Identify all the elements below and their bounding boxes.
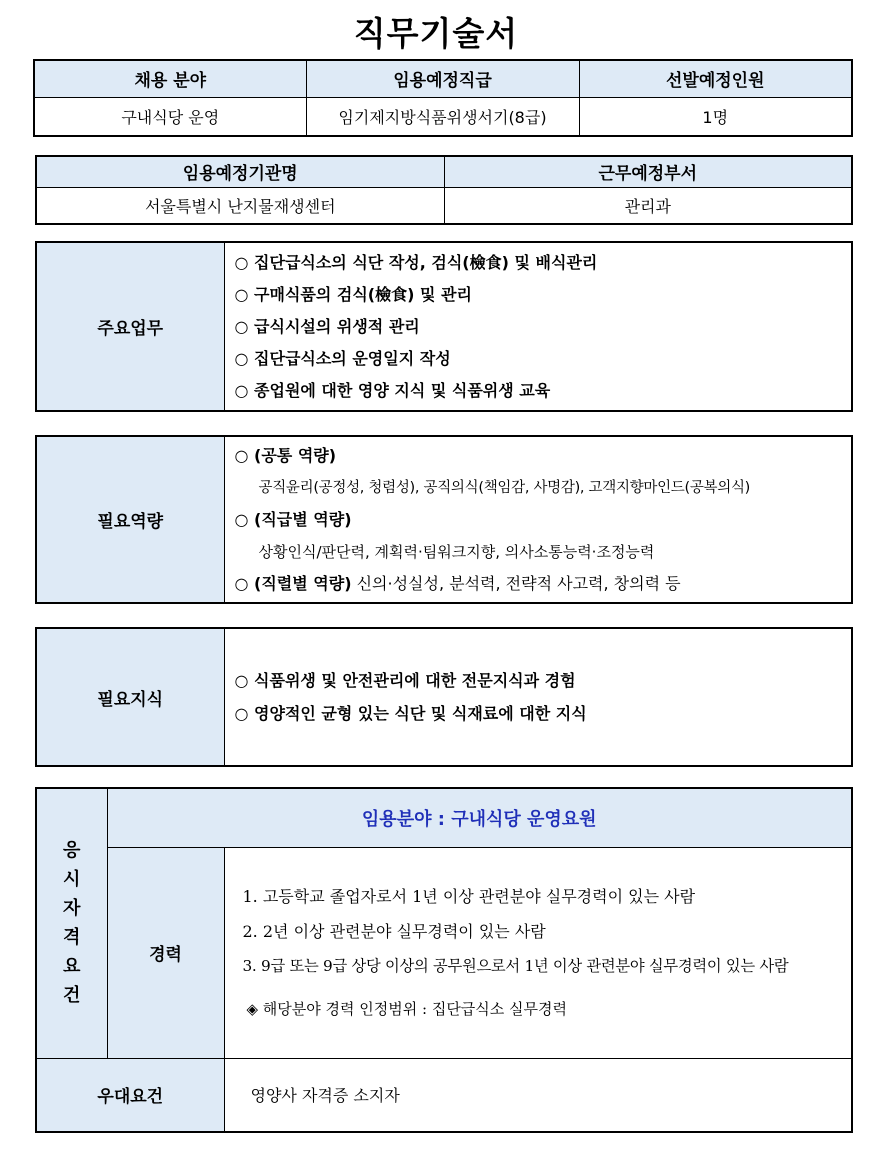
common-competency-detail: 공직윤리(공정성, 청렴성), 공직의식(책임감, 사명감), 고객지향마인드(공복의식) (258, 479, 751, 496)
grade-competency-title: ○ (직급별 역량) (234, 509, 352, 529)
document-title: 직무기술서 (353, 14, 519, 53)
competency-content (224, 436, 852, 603)
duties-content (224, 242, 852, 411)
knowledge-item: ○ 식품위생 및 안전관리에 대한 전문지식과 경험 (234, 671, 576, 690)
preference-value: 영양사 자격증 소지자 (224, 1058, 852, 1132)
series-competency-title: ○ (직렬별 역량) (234, 573, 352, 593)
knowledge-content (224, 628, 852, 766)
competency-table (35, 435, 853, 604)
recruit-grade-header: 임용예정직급 (306, 60, 579, 97)
org-table (35, 155, 853, 225)
org-dept-header: 근무예정부서 (444, 156, 852, 187)
recruit-field-value: 구내식당 운영 (34, 97, 306, 136)
org-dept-value: 관리과 (444, 187, 852, 224)
duty-item: ○ 집단급식소의 운영일지 작성 (234, 348, 451, 368)
duties-table (35, 241, 853, 412)
recruit-count-value: 1명 (579, 97, 852, 136)
duty-item: ○ 종업원에 대한 영양 지식 및 식품위생 교육 (234, 380, 551, 400)
qualification-table (35, 787, 853, 1133)
career-note: ◈ 해당분야 경력 인정범위 : 집단급식소 실무경력 (246, 1000, 568, 1018)
recruit-field-header: 채용 분야 (34, 60, 306, 97)
common-competency-title: ○ (공통 역량) (234, 445, 337, 465)
field-header: 임용분야 : 구내식당 운영요원 (107, 788, 852, 847)
career-content (224, 847, 852, 1058)
career-item: 3. 9급 또는 9급 상당 이상의 공무원으로서 1년 이상 관련분야 실무경력이 있는 사람 (242, 957, 789, 975)
grade-competency-detail: 상황인식/판단력, 계획력·팀워크지향, 의사소통능력·조정능력 (258, 542, 655, 561)
knowledge-label: 필요지식 (36, 628, 224, 766)
recruit-grade-value: 임기제지방식품위생서기(8급) (306, 97, 579, 136)
duty-item: ○ 집단급식소의 식단 작성, 검식(檢食) 및 배식관리 (234, 252, 598, 272)
qualification-vertical-label: 응 시 자 격 요 건 (36, 788, 107, 1058)
career-item: 1. 고등학교 졸업자로서 1년 이상 관련분야 실무경력이 있는 사람 (242, 887, 696, 906)
career-label: 경력 (107, 847, 224, 1058)
knowledge-table (35, 627, 853, 767)
org-name-value: 서울특별시 난지물재생센터 (36, 187, 444, 224)
org-name-header: 임용예정기관명 (36, 156, 444, 187)
duties-label: 주요업무 (36, 242, 224, 411)
duty-item: ○ 구매식품의 검식(檢食) 및 관리 (234, 284, 472, 304)
duty-item: ○ 급식시설의 위생적 관리 (234, 316, 420, 336)
recruit-count-header: 선발예정인원 (579, 60, 852, 97)
recruit-table (33, 59, 853, 137)
series-competency-detail: 신의·성실성, 분석력, 전략적 사고력, 창의력 등 (351, 573, 681, 593)
career-item: 2. 2년 이상 관련분야 실무경력이 있는 사람 (242, 922, 546, 941)
preference-label: 우대요건 (36, 1058, 224, 1132)
knowledge-item: ○ 영양적인 균형 있는 식단 및 식재료에 대한 지식 (234, 704, 587, 723)
competency-label: 필요역량 (36, 436, 224, 603)
